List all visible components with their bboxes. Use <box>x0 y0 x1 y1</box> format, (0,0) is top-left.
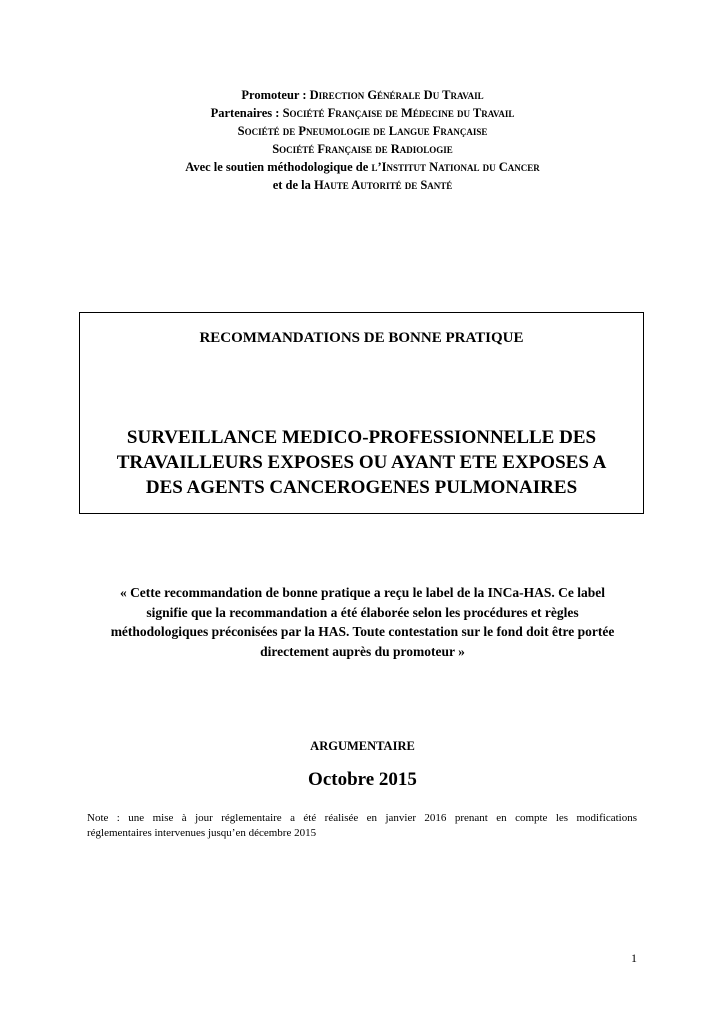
title-line: TRAVAILLEURS EXPOSES OU AYANT ETE EXPOSES A <box>116 452 607 473</box>
soutien-inca: l’Institut National du Cancer <box>371 160 540 174</box>
note-line: réglementaires intervenues jusqu’en décembre 2015 <box>87 827 317 839</box>
soutien-has: Haute Autorité de Santé <box>314 178 453 192</box>
title-box <box>79 312 644 514</box>
partenaires-line: Partenaires : Société Française de Médecine du Travail <box>210 106 515 120</box>
label-statement <box>0 583 725 661</box>
title-line: DES AGENTS CANCEROGENES PULMONAIRES <box>145 477 578 498</box>
label-line: « Cette recommandation de bonne pratique a reçu le label de la INCa-HAS. Ce label <box>119 585 606 600</box>
update-note <box>87 811 637 841</box>
promoteur-line: Promoteur : Direction Générale Du Travail <box>241 88 484 102</box>
document-title <box>80 425 643 500</box>
note-line: Note : une mise à jour réglementaire a été réalisée en janvier 2016 prenant en compte les modifications <box>87 812 637 824</box>
document-subtitle: RECOMMANDATIONS DE BONNE PRATIQUE <box>199 330 524 346</box>
label-line: directement auprès du promoteur » <box>260 643 465 659</box>
partenaire-1: Société Française de Médecine du Travail <box>282 106 515 120</box>
partenaire-3: Société Française de Radiologie <box>272 142 453 156</box>
document-type: ARGUMENTAIRE <box>310 739 415 753</box>
page-number: 1 <box>631 951 637 965</box>
publication-date: Octobre 2015 <box>308 769 417 790</box>
soutien-has-line: et de la Haute Autorité de Santé <box>272 178 453 192</box>
sponsor-block <box>0 86 725 194</box>
label-line: signifie que la recommandation a été élaborée selon les procédures et règles <box>146 604 579 620</box>
title-line: SURVEILLANCE MEDICO-PROFESSIONNELLE DES <box>126 427 597 448</box>
label-line: méthodologiques préconisées par la HAS. Toute contestation sur le fond doit être portée <box>110 624 615 639</box>
soutien-line: Avec le soutien méthodologique de l’Institut National du Cancer <box>185 160 540 174</box>
promoteur-name: Direction Générale Du Travail <box>309 88 484 102</box>
partenaire-2: Société de Pneumologie de Langue Française <box>237 124 488 138</box>
